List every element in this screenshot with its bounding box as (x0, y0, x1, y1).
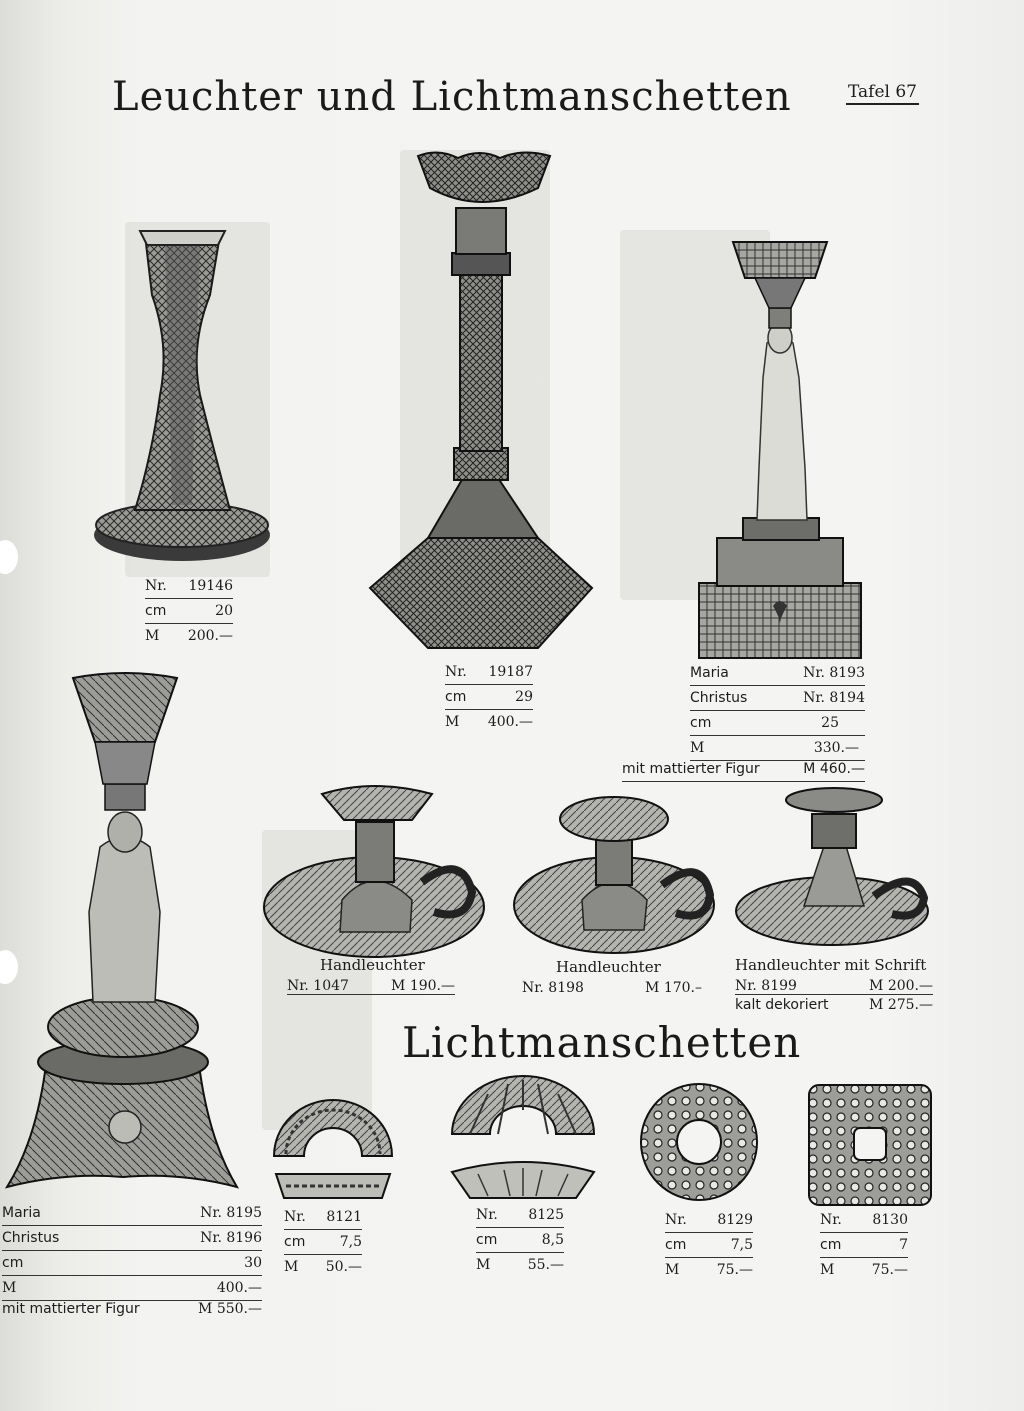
item-number: 8130 (872, 1212, 908, 1228)
bobeche-8130-illustration (806, 1082, 934, 1208)
price: 330.— (813, 740, 859, 756)
christus-number: Nr. 8196 (200, 1230, 262, 1246)
decoration-label: kalt dekoriert (735, 997, 829, 1013)
matt-price-8193 (622, 757, 865, 782)
price: 55.— (527, 1257, 564, 1273)
diameter-cm: 7,5 (339, 1234, 362, 1250)
page-title: Leuchter und Lichtmanschetten (112, 74, 792, 120)
label-8121 (284, 1205, 362, 1279)
height-cm: 20 (215, 603, 233, 619)
hand-candlestick-8199-illustration (734, 786, 939, 954)
diameter-cm: 7,5 (730, 1237, 753, 1253)
price-label: M (445, 714, 460, 730)
caption-1047: Handleuchter (320, 956, 425, 974)
label-19146 (145, 574, 233, 648)
height-cm: 25 (821, 715, 839, 731)
punch-hole (0, 540, 18, 574)
price-label: M (284, 1259, 299, 1275)
cm-label: cm (690, 715, 712, 731)
label-19187 (445, 660, 533, 734)
cm-label: cm (2, 1255, 24, 1271)
matt-label: mit mattierter Figur (622, 761, 760, 777)
cm-label: cm (445, 689, 467, 705)
label-8199 (735, 978, 933, 1013)
nr-label: Nr. (284, 1209, 306, 1225)
matt-price-8195 (2, 1297, 262, 1321)
cm-label: cm (284, 1234, 306, 1250)
nr-label: Nr. (145, 578, 167, 594)
item-number: 19146 (188, 578, 233, 594)
price-label: M (665, 1262, 680, 1278)
price: 200.— (187, 628, 233, 644)
cm-label: cm (476, 1232, 498, 1248)
label-1047 (287, 978, 455, 995)
caption-8199: Handleuchter mit Schrift (735, 956, 927, 974)
label-8129 (665, 1208, 753, 1282)
hand-candlestick-8198-illustration (512, 795, 722, 960)
price: 75.— (716, 1262, 753, 1278)
label-8125 (476, 1203, 564, 1277)
caption-8198: Handleuchter (556, 958, 661, 976)
item-number: 19187 (488, 664, 533, 680)
price-label: M (2, 1280, 17, 1296)
bobeche-8121-illustration (272, 1098, 394, 1202)
christus-number: Nr. 8194 (803, 690, 865, 706)
price: M 190.— (391, 978, 455, 994)
label-8130 (820, 1208, 908, 1282)
cm-label: cm (665, 1237, 687, 1253)
item-number: 8121 (326, 1209, 362, 1225)
christus-label: Christus (2, 1230, 60, 1246)
price-label: M (476, 1257, 491, 1273)
bobeche-8125-illustration (448, 1074, 598, 1202)
label-8195-8196 (2, 1201, 262, 1301)
item-number: Nr. 8199 (735, 978, 797, 994)
decoration-price: M 275.— (869, 997, 933, 1013)
nr-label: Nr. (820, 1212, 842, 1228)
item-number: Nr. 8198 (522, 980, 584, 996)
nr-label: Nr. (476, 1207, 498, 1223)
label-8193-8194 (690, 661, 865, 761)
section-title: Lichtmanschetten (402, 1018, 802, 1067)
label-8198 (522, 980, 702, 996)
item-number: Nr. 1047 (287, 978, 349, 994)
figure-candlestick-8195-illustration (5, 672, 240, 1200)
nr-label: Nr. (445, 664, 467, 680)
price: 75.— (871, 1262, 908, 1278)
price: 400.— (216, 1280, 262, 1296)
figure-candlestick-8193-illustration (695, 238, 865, 663)
plate-number: Tafel 67 (846, 82, 919, 105)
price: 50.— (325, 1259, 362, 1275)
price: 400.— (487, 714, 533, 730)
price-label: M (820, 1262, 835, 1278)
maria-label: Maria (690, 665, 729, 681)
cm-label: cm (145, 603, 167, 619)
candlestick-19146-illustration (90, 225, 280, 570)
diameter-cm: 7 (899, 1237, 908, 1253)
cm-label: cm (820, 1237, 842, 1253)
matt-price: M 460.— (803, 761, 865, 777)
maria-number: Nr. 8195 (200, 1205, 262, 1221)
matt-price: M 550.— (198, 1301, 262, 1317)
maria-number: Nr. 8193 (803, 665, 865, 681)
maria-label: Maria (2, 1205, 41, 1221)
price: M 200.— (869, 978, 933, 994)
christus-label: Christus (690, 690, 748, 706)
price: M 170.– (645, 980, 702, 996)
nr-label: Nr. (665, 1212, 687, 1228)
height-cm: 30 (244, 1255, 262, 1271)
candlestick-19187-illustration (368, 148, 598, 663)
hand-candlestick-1047-illustration (262, 782, 487, 960)
diameter-cm: 8,5 (541, 1232, 564, 1248)
price-label: M (690, 740, 705, 756)
height-cm: 29 (515, 689, 533, 705)
bobeche-8129-illustration (637, 1080, 761, 1204)
item-number: 8125 (528, 1207, 564, 1223)
item-number: 8129 (717, 1212, 753, 1228)
matt-label: mit mattierter Figur (2, 1301, 140, 1317)
price-label: M (145, 628, 160, 644)
